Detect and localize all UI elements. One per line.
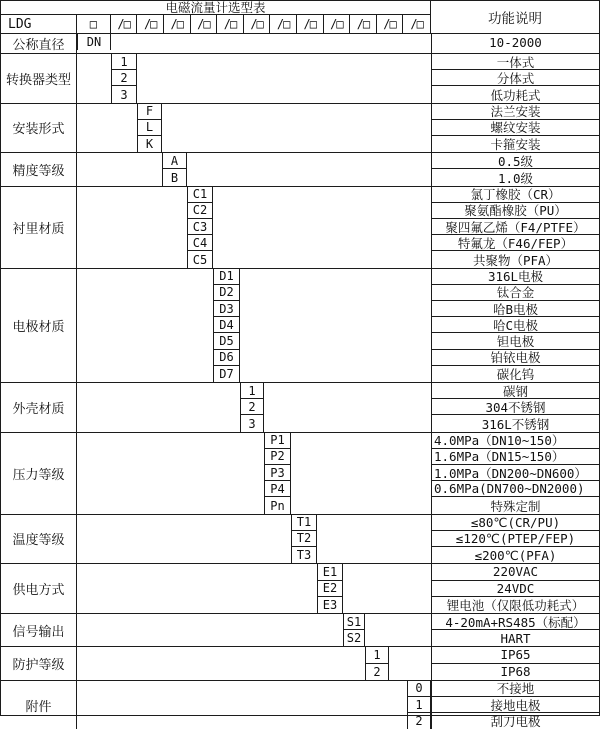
model-segment-box: /□ bbox=[191, 15, 218, 33]
left-spacer bbox=[77, 301, 213, 317]
option-desc-cell: 分体式 bbox=[432, 70, 599, 86]
model-segment-box: /□ bbox=[111, 15, 138, 33]
code-row bbox=[77, 54, 431, 70]
group-label: 外壳材质 bbox=[1, 383, 77, 432]
left-spacer bbox=[77, 54, 111, 70]
code-row bbox=[77, 203, 431, 219]
model-segment-box: /□ bbox=[350, 15, 377, 33]
group-label: 衬里材质 bbox=[1, 187, 77, 268]
option-desc-cell: 1.0MPa（DN200~DN600） bbox=[432, 465, 599, 481]
option-desc-cell: 10-2000 bbox=[489, 34, 542, 50]
code-row bbox=[77, 597, 431, 613]
left-spacer bbox=[77, 169, 162, 185]
option-desc-cell: 钽电极 bbox=[432, 333, 599, 349]
option-desc-cell: ≤120℃(PTEP/FEP) bbox=[432, 531, 599, 547]
option-code-cell: E2 bbox=[317, 581, 343, 597]
option-code-cell: Pn bbox=[264, 497, 291, 513]
page-title: 电磁流量计选型表 bbox=[1, 1, 430, 15]
option-code-cell: C1 bbox=[187, 187, 213, 203]
group-label: 公称直径 bbox=[1, 34, 77, 53]
model-segment-box: /□ bbox=[217, 15, 244, 33]
option-code-cell: 2 bbox=[240, 399, 264, 415]
description-column bbox=[431, 269, 599, 382]
option-code-cell: S2 bbox=[343, 630, 365, 646]
code-row bbox=[77, 269, 431, 285]
option-desc-cell: 0.6MPa(DN700~DN2000) bbox=[432, 481, 599, 497]
option-desc-cell: ≤80℃(CR/PU) bbox=[432, 515, 599, 531]
code-row bbox=[77, 449, 431, 465]
function-header: 功能说明 bbox=[488, 11, 542, 27]
left-spacer bbox=[77, 136, 137, 152]
option-desc-cell: 氯丁橡胶（CR） bbox=[432, 187, 599, 203]
left-spacer bbox=[77, 86, 111, 102]
description-column bbox=[431, 433, 599, 514]
table-body bbox=[1, 34, 599, 729]
code-staircase bbox=[77, 515, 431, 564]
option-desc-cell: 304不锈钢 bbox=[432, 399, 599, 415]
left-spacer bbox=[77, 153, 162, 169]
option-desc-cell: 螺纹安装 bbox=[432, 120, 599, 136]
group-row bbox=[1, 433, 599, 515]
option-desc-cell: 特殊定制 bbox=[490, 498, 541, 514]
option-desc-cell: 316L不锈钢 bbox=[481, 416, 550, 432]
code-row bbox=[77, 383, 431, 399]
model-segment-box: /□ bbox=[297, 15, 324, 33]
option-desc-cell: ≤200℃(PFA) bbox=[474, 547, 557, 563]
left-spacer bbox=[77, 285, 213, 301]
option-code-cell: 1 bbox=[407, 697, 431, 713]
option-code-cell: 2 bbox=[365, 664, 389, 680]
left-spacer bbox=[77, 203, 187, 219]
model-segment-box: /□ bbox=[137, 15, 164, 33]
option-code-cell: P2 bbox=[264, 449, 291, 465]
code-row bbox=[77, 70, 431, 86]
left-spacer bbox=[77, 697, 407, 713]
option-code-cell: 2 bbox=[407, 713, 431, 729]
left-spacer bbox=[77, 713, 407, 729]
option-code-cell: 1 bbox=[240, 383, 264, 399]
description-column bbox=[431, 104, 599, 153]
option-code-cell: S1 bbox=[343, 614, 365, 630]
code-row bbox=[77, 86, 431, 102]
code-staircase bbox=[77, 187, 431, 268]
left-spacer bbox=[77, 235, 187, 251]
description-column bbox=[431, 647, 599, 679]
code-row bbox=[77, 251, 431, 267]
option-code-cell: 0 bbox=[407, 681, 431, 697]
code-staircase bbox=[77, 54, 431, 103]
option-code-cell: B bbox=[162, 169, 187, 185]
option-desc-cell: 钛合金 bbox=[432, 285, 599, 301]
group-row bbox=[1, 614, 599, 647]
option-code-cell: L bbox=[137, 120, 162, 136]
option-code-cell: C2 bbox=[187, 203, 213, 219]
option-code-cell: C4 bbox=[187, 235, 213, 251]
description-column bbox=[431, 564, 599, 613]
option-desc-cell: 1.0级 bbox=[497, 170, 534, 186]
option-desc-cell: 低功耗式 bbox=[490, 87, 541, 103]
option-desc-cell: 220VAC bbox=[432, 564, 599, 580]
code-row bbox=[77, 681, 431, 697]
left-spacer bbox=[77, 597, 317, 613]
left-spacer bbox=[77, 630, 343, 646]
option-desc-cell: 铂铱电极 bbox=[432, 350, 599, 366]
group-label: 温度等级 bbox=[1, 515, 77, 564]
model-segment-box: /□ bbox=[244, 15, 271, 33]
group-row bbox=[1, 34, 599, 54]
code-row bbox=[77, 515, 431, 531]
code-row bbox=[77, 415, 431, 431]
description-column bbox=[431, 54, 599, 103]
model-segment-box: /□ bbox=[377, 15, 404, 33]
code-row bbox=[77, 465, 431, 481]
code-row bbox=[77, 153, 431, 169]
group-label: 电极材质 bbox=[1, 269, 77, 382]
option-code-cell: T1 bbox=[291, 515, 317, 531]
group-label: 压力等级 bbox=[1, 433, 77, 514]
group-label: 转换器类型 bbox=[1, 54, 77, 103]
code-row bbox=[77, 219, 431, 235]
option-code-cell: 3 bbox=[111, 86, 137, 102]
group-row bbox=[1, 564, 599, 614]
option-desc-cell: IP65 bbox=[432, 647, 599, 663]
description-column bbox=[431, 153, 599, 185]
option-desc-cell: 1.6MPa（DN15~150） bbox=[432, 449, 599, 465]
left-spacer bbox=[77, 399, 240, 415]
code-row bbox=[77, 34, 431, 50]
option-code-cell: P1 bbox=[264, 433, 291, 449]
group-row bbox=[1, 515, 599, 565]
option-desc-cell: 0.5级 bbox=[432, 153, 599, 169]
left-spacer bbox=[77, 269, 213, 285]
option-code-cell: P4 bbox=[264, 481, 291, 497]
model-base-box: □ bbox=[77, 15, 111, 33]
left-spacer bbox=[77, 581, 317, 597]
option-code-cell: DN bbox=[77, 34, 111, 50]
option-code-cell: D2 bbox=[213, 285, 240, 301]
code-row bbox=[77, 136, 431, 152]
left-spacer bbox=[77, 681, 407, 697]
option-desc-cell: 聚氨酯橡胶（PU） bbox=[432, 203, 599, 219]
option-desc-cell: 24VDC bbox=[432, 581, 599, 597]
left-spacer bbox=[77, 449, 264, 465]
left-spacer bbox=[77, 187, 187, 203]
option-desc-cell: 哈B电极 bbox=[432, 301, 599, 317]
code-row bbox=[77, 301, 431, 317]
code-staircase bbox=[77, 433, 431, 514]
group-label: 安装形式 bbox=[1, 104, 77, 153]
code-row bbox=[77, 697, 431, 713]
left-spacer bbox=[77, 350, 213, 366]
option-desc-cell: 碳钢 bbox=[432, 383, 599, 399]
code-staircase bbox=[77, 564, 431, 613]
left-spacer bbox=[77, 664, 365, 680]
option-desc-cell: 共聚物（PFA） bbox=[472, 252, 559, 268]
option-code-cell: D1 bbox=[213, 269, 240, 285]
left-spacer bbox=[77, 433, 264, 449]
option-desc-cell: 316L电极 bbox=[432, 269, 599, 285]
description-column bbox=[431, 187, 599, 268]
left-spacer bbox=[77, 120, 137, 136]
code-row bbox=[77, 333, 431, 349]
group-label: 附件 bbox=[1, 681, 77, 730]
code-row bbox=[77, 433, 431, 449]
left-spacer bbox=[77, 497, 264, 513]
option-code-cell: K bbox=[137, 136, 162, 152]
option-code-cell: D3 bbox=[213, 301, 240, 317]
option-desc-cell: IP68 bbox=[500, 664, 531, 680]
code-row bbox=[77, 350, 431, 366]
option-code-cell: 2 bbox=[111, 70, 137, 86]
option-code-cell: D7 bbox=[213, 366, 240, 382]
model-prefix: LDG bbox=[1, 15, 77, 33]
code-staircase bbox=[77, 34, 431, 53]
group-label: 信号输出 bbox=[1, 614, 77, 646]
code-row bbox=[77, 120, 431, 136]
model-segment-box: /□ bbox=[164, 15, 191, 33]
left-spacer bbox=[77, 251, 187, 267]
option-desc-cell: 卡箍安装 bbox=[490, 137, 541, 153]
code-row bbox=[77, 366, 431, 382]
option-code-cell: C3 bbox=[187, 219, 213, 235]
code-staircase bbox=[77, 269, 431, 382]
code-row bbox=[77, 531, 431, 547]
option-desc-cell: 特氟龙（F46/FEP） bbox=[432, 235, 599, 251]
option-code-cell: 1 bbox=[365, 647, 389, 663]
option-desc-cell: 锂电池（仅限低功耗式） bbox=[446, 597, 585, 613]
group-row bbox=[1, 54, 599, 104]
group-row bbox=[1, 383, 599, 433]
code-staircase bbox=[77, 153, 431, 185]
left-spacer bbox=[77, 547, 291, 563]
group-label: 供电方式 bbox=[1, 564, 77, 613]
model-segment-box: /□ bbox=[324, 15, 351, 33]
option-desc-cell: 4.0MPa（DN10~150） bbox=[432, 433, 599, 449]
code-row bbox=[77, 497, 431, 513]
left-spacer bbox=[77, 647, 365, 663]
code-row bbox=[77, 481, 431, 497]
code-row bbox=[77, 187, 431, 203]
header-left bbox=[1, 1, 431, 33]
description-column bbox=[431, 614, 599, 646]
left-spacer bbox=[77, 333, 213, 349]
code-row bbox=[77, 630, 431, 646]
option-desc-cell: 法兰安装 bbox=[432, 104, 599, 120]
code-row bbox=[77, 713, 431, 729]
option-code-cell: D4 bbox=[213, 317, 240, 333]
description-column bbox=[431, 34, 599, 53]
left-spacer bbox=[77, 564, 317, 580]
left-spacer bbox=[77, 219, 187, 235]
option-code-cell: E1 bbox=[317, 564, 343, 580]
option-code-cell: D6 bbox=[213, 350, 240, 366]
code-staircase bbox=[77, 681, 431, 730]
code-staircase bbox=[77, 383, 431, 432]
left-spacer bbox=[77, 614, 343, 630]
description-column bbox=[431, 383, 599, 432]
option-code-cell: E3 bbox=[317, 597, 343, 613]
group-row bbox=[1, 187, 599, 269]
model-segment-box: /□ bbox=[410, 17, 423, 31]
option-desc-cell: 一体式 bbox=[432, 54, 599, 70]
left-spacer bbox=[77, 481, 264, 497]
option-code-cell: T2 bbox=[291, 531, 317, 547]
group-row bbox=[1, 647, 599, 680]
left-spacer bbox=[77, 317, 213, 333]
group-row bbox=[1, 681, 599, 730]
option-desc-cell: 4-20mA+RS485（标配） bbox=[432, 614, 599, 630]
option-code-cell: A bbox=[162, 153, 187, 169]
left-spacer bbox=[77, 531, 291, 547]
option-code-cell: T3 bbox=[291, 547, 317, 563]
code-row bbox=[77, 285, 431, 301]
code-row bbox=[77, 399, 431, 415]
code-row bbox=[77, 104, 431, 120]
code-staircase bbox=[77, 104, 431, 153]
left-spacer bbox=[77, 366, 213, 382]
group-label: 防护等级 bbox=[1, 647, 77, 679]
code-staircase bbox=[77, 647, 431, 679]
code-row bbox=[77, 169, 431, 185]
group-label: 精度等级 bbox=[1, 153, 77, 185]
option-code-cell: F bbox=[137, 104, 162, 120]
code-row bbox=[77, 235, 431, 251]
left-spacer bbox=[77, 383, 240, 399]
option-code-cell: C5 bbox=[187, 251, 213, 267]
description-column bbox=[431, 681, 599, 730]
option-desc-cell: 不接地 bbox=[432, 681, 599, 697]
code-row bbox=[77, 647, 431, 663]
code-row bbox=[77, 664, 431, 680]
group-row bbox=[1, 104, 599, 154]
option-desc-cell: HART bbox=[500, 630, 531, 646]
option-code-cell: 1 bbox=[111, 54, 137, 70]
header-section bbox=[1, 1, 599, 34]
code-staircase bbox=[77, 614, 431, 646]
description-column bbox=[431, 515, 599, 564]
left-spacer bbox=[77, 465, 264, 481]
code-row bbox=[77, 317, 431, 333]
group-row bbox=[1, 153, 599, 186]
group-row bbox=[1, 269, 599, 383]
option-desc-cell: 碳化钨 bbox=[496, 366, 535, 382]
option-desc-cell: 刮刀电极 bbox=[490, 714, 541, 730]
option-desc-cell: 聚四氟乙烯（F4/PTFE） bbox=[432, 219, 599, 235]
left-spacer bbox=[77, 515, 291, 531]
option-desc-cell: 接地电极 bbox=[432, 697, 599, 713]
code-row bbox=[77, 547, 431, 563]
code-row bbox=[77, 614, 431, 630]
option-code-cell: D5 bbox=[213, 333, 240, 349]
option-code-cell: P3 bbox=[264, 465, 291, 481]
left-spacer bbox=[77, 104, 137, 120]
model-segment-box: /□ bbox=[270, 15, 297, 33]
left-spacer bbox=[77, 415, 240, 431]
code-row bbox=[77, 564, 431, 580]
option-code-cell: 3 bbox=[240, 415, 264, 431]
model-code-row bbox=[1, 15, 430, 33]
code-row bbox=[77, 581, 431, 597]
left-spacer bbox=[77, 70, 111, 86]
option-desc-cell: 哈C电极 bbox=[432, 317, 599, 333]
